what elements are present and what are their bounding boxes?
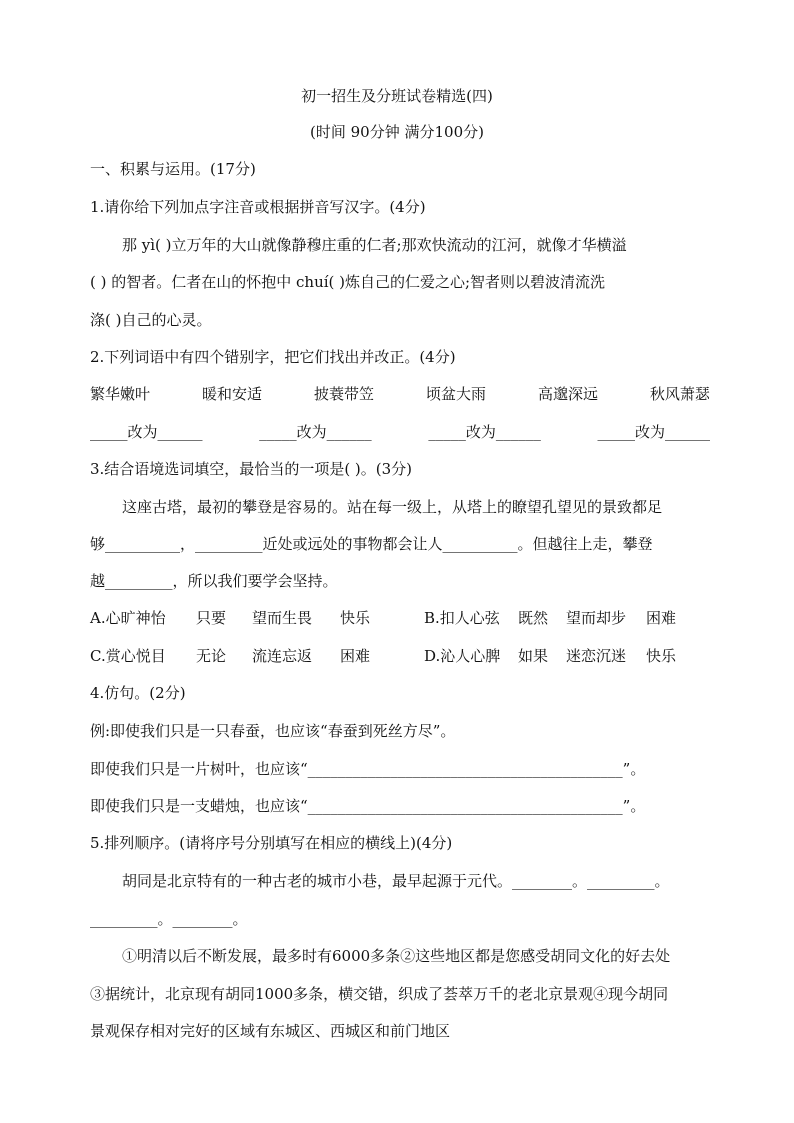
word-item: 披蓑带笠 [313, 385, 374, 403]
question-2-stem: 2.下列词语中有四个错别字，把它们找出并改正。(4分) [90, 348, 456, 366]
correction-blank[interactable]: _____改为______ [90, 423, 203, 441]
correction-blank[interactable]: _____改为______ [428, 423, 541, 441]
option-word: 望而生畏 [252, 609, 313, 627]
option-a[interactable]: A.心旷神怡 [90, 609, 166, 627]
question-4-answer-line[interactable]: 即使我们只是一支蜡烛，也应该“__________________________________________”。 [90, 797, 646, 815]
option-c[interactable]: C.赏心悦目 [90, 647, 166, 665]
question-1-line: ( ) 的智者。仁者在山的怀抱中 chuí( )炼自己的仁爱之心;智者则以碧波清流洗 [90, 273, 606, 291]
question-5-line: 胡同是北京特有的一种古老的城市小巷，最早起源于元代。________。_________。 [122, 872, 670, 890]
question-3-line: 这座古塔，最初的攀登是容易的。站在每一级上，从塔上的瞭望孔望见的景致都足 [122, 498, 663, 516]
question-5-stem: 5.排列顺序。(请将序号分别填写在相应的横线上)(4分) [90, 834, 453, 852]
option-word: 既然 [518, 609, 549, 627]
correction-blank[interactable]: _____改为______ [259, 423, 372, 441]
question-4-answer-line[interactable]: 即使我们只是一片树叶，也应该“__________________________________________”。 [90, 760, 646, 778]
option-word: 困难 [646, 609, 677, 627]
word-item: 繁华嫩叶 [90, 385, 151, 403]
question-1-line: 涤( )自己的心灵。 [90, 311, 212, 329]
question-3-options-row [90, 646, 710, 666]
question-3-stem: 3.结合语境选词填空，最恰当的一项是( )。(3分) [90, 460, 413, 478]
word-item: 暖和安适 [201, 385, 262, 403]
option-b[interactable]: B.扣人心弦 [424, 609, 500, 627]
section-heading: 一、积累与运用。(17分) [90, 160, 256, 178]
question-5-sentence-line: 景观保存相对完好的区域有东城区、西城区和前门地区 [90, 1022, 451, 1040]
question-4-example: 例:即使我们只是一只春蚕，也应该“春蚕到死丝方尽”。 [90, 722, 456, 740]
word-item: 秋风萧瑟 [649, 385, 710, 403]
question-2-word-list [90, 384, 710, 404]
option-word: 无论 [196, 647, 227, 665]
option-word: 如果 [518, 647, 549, 665]
question-1-line: 那 yì( )立万年的大山就像静穆庄重的仁者;那欢快流动的江河，就像才华横溢 [122, 236, 627, 254]
question-3-line: 够__________，_________近处或远处的事物都会让人__________。但越往上走，攀登 [90, 535, 653, 553]
question-5-sentence-line: ③据统计，北京现有胡同1000多条，横交错，织成了荟萃万千的老北京景观④现今胡同 [90, 985, 669, 1003]
word-item: 高邈深远 [537, 385, 598, 403]
option-word: 只要 [196, 609, 227, 627]
option-word: 迷恋沉迷 [566, 647, 627, 665]
word-item: 顷盆大雨 [425, 385, 486, 403]
option-word: 困难 [340, 647, 371, 665]
page-subtitle: (时间 90分钟 满分100分) [310, 123, 484, 141]
correction-blank[interactable]: _____改为______ [597, 423, 710, 441]
option-word: 望而却步 [566, 609, 627, 627]
option-word: 流连忘返 [252, 647, 313, 665]
option-word: 快乐 [646, 647, 677, 665]
page-title: 初一招生及分班试卷精选(四) [301, 87, 493, 105]
question-5-line[interactable]: _________。________。 [90, 910, 248, 928]
question-5-sentence-line: ①明清以后不断发展，最多时有6000多条②这些地区都是您感受胡同文化的好去处 [122, 947, 671, 965]
option-d[interactable]: D.沁人心脾 [424, 647, 501, 665]
question-2-answer-row [90, 422, 710, 442]
question-4-stem: 4.仿句。(2分) [90, 684, 186, 702]
question-3-line: 越_________，所以我们要学会坚持。 [90, 572, 338, 590]
question-3-options-row [90, 608, 710, 628]
question-1-stem: 1.请你给下列加点字注音或根据拼音写汉字。(4分) [90, 198, 426, 216]
option-word: 快乐 [340, 609, 371, 627]
